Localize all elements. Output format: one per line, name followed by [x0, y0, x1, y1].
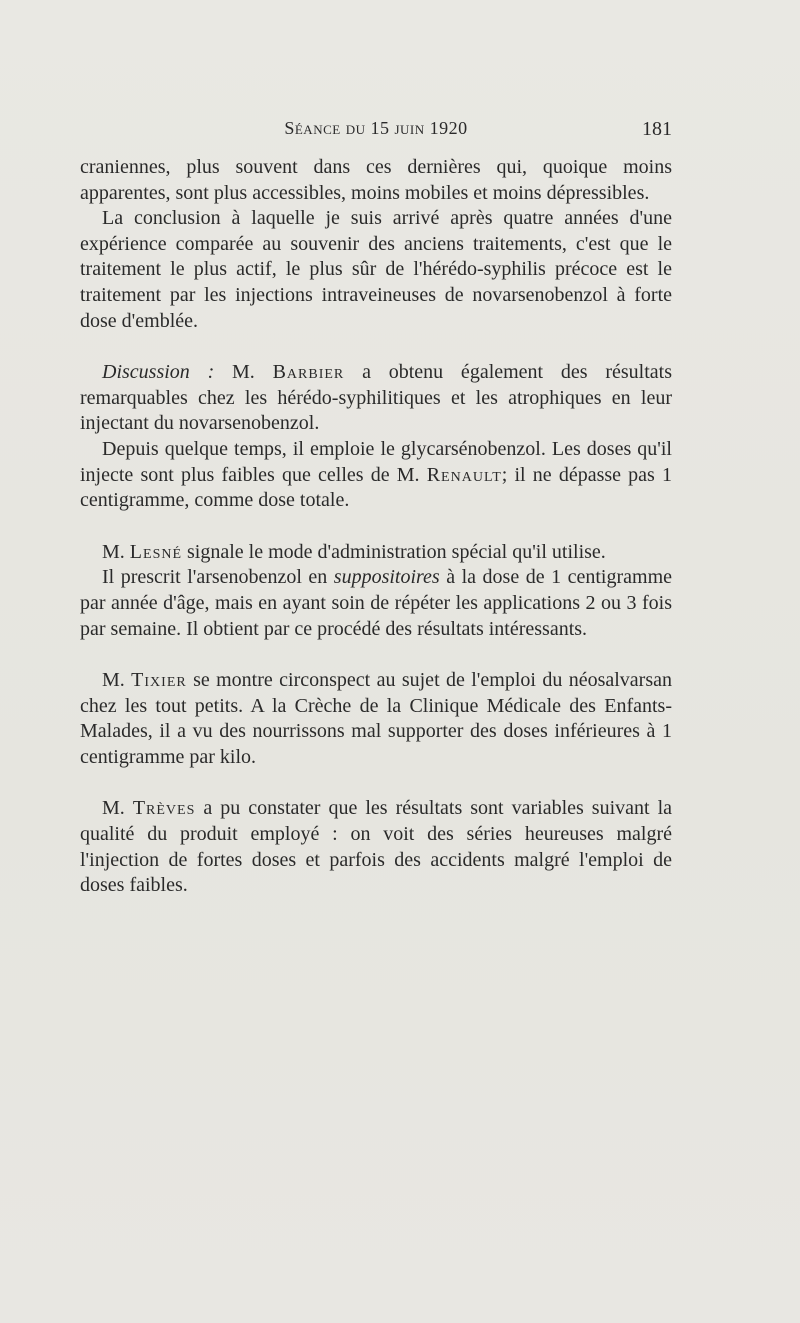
speaker-prefix: M.: [102, 669, 125, 692]
speaker-name-lesne: Lesné: [129, 540, 183, 563]
paragraph-continuation: craniennes, plus souvent dans ces dernières qui, quoique moins apparentes, sont plus accessibles, moins mobiles et moins dépressibles.: [80, 156, 672, 204]
body-text: [80, 155, 672, 899]
running-head: Séance du 15 juin 1920: [284, 118, 468, 138]
paragraph-text: Il prescrit l'arsenobenzol en: [102, 566, 328, 589]
speaker-prefix: M.: [232, 361, 255, 384]
paragraph-suppositoires: [80, 565, 672, 642]
page-number: 181: [642, 118, 672, 140]
page-header: [80, 118, 672, 144]
paragraph-text: a pu constater que les résultats sont variables suivant la qualité du produit employé : on voit des séries heureuses malgré l'injection de fortes doses et parfois des accidents malgré l'emploi de doses faibles.: [80, 797, 673, 897]
speaker-name-tixier: Tixier: [131, 669, 187, 692]
paragraph-glycarsenobenzol: [80, 437, 672, 514]
paragraph-lesne: [80, 540, 672, 566]
paragraph-conclusion: La conclusion à laquelle je suis arrivé après quatre années d'une expérience comparée au souvenir des anciens traitements, c'est que le traitement le plus actif, le plus sûr de l'hérédo-syphilis précoce est le traitement par les injections intraveineuses de novarsenobenzol à forte dose d'emblée.: [80, 207, 672, 332]
paragraph-text: se montre circonspect au sujet de l'emploi du néosalvarsan chez les tout petits. A la Crèche de la Clinique Médicale des Enfants-Malades, il a vu des nourrissons mal supporter des doses inférieures à 1 centigramme par kilo.: [80, 669, 672, 768]
speaker-prefix: M.: [102, 540, 125, 563]
paragraph-text: à la dose de 1 centigramme par année d'âge, mais en ayant soin de répéter les applications 2 ou 3 fois par semaine. Il obtient par ce procédé des résultats intéressants.: [80, 566, 673, 640]
paragraph-text: a obtenu également des résultats remarquables chez les hérédo-syphilitiques et les atrophiques en leur injectant du novarsenobenzol.: [80, 361, 672, 435]
name-renault: Renault: [426, 463, 502, 486]
paragraph-text: signale le mode d'administration spécial qu'il utilise.: [187, 540, 606, 563]
italic-term: suppositoires: [333, 566, 440, 589]
paragraph-discussion-barbier: [80, 360, 672, 437]
speaker-name-barbier: Barbier: [272, 361, 345, 384]
paragraph-text: Depuis quelque temps, il emploie le glycarsénobenzol. Les doses qu'il injecte sont plus faibles que celles de M.: [80, 437, 672, 486]
speaker-prefix: M.: [102, 797, 125, 820]
speaker-name-treves: Trèves: [132, 797, 196, 820]
discussion-label: Discussion :: [102, 361, 215, 384]
paragraph-tixier: [80, 668, 672, 770]
paragraph-treves: [80, 796, 672, 898]
paragraph-text: ; il ne dépasse pas 1 centigramme, comme dose totale.: [80, 463, 673, 512]
